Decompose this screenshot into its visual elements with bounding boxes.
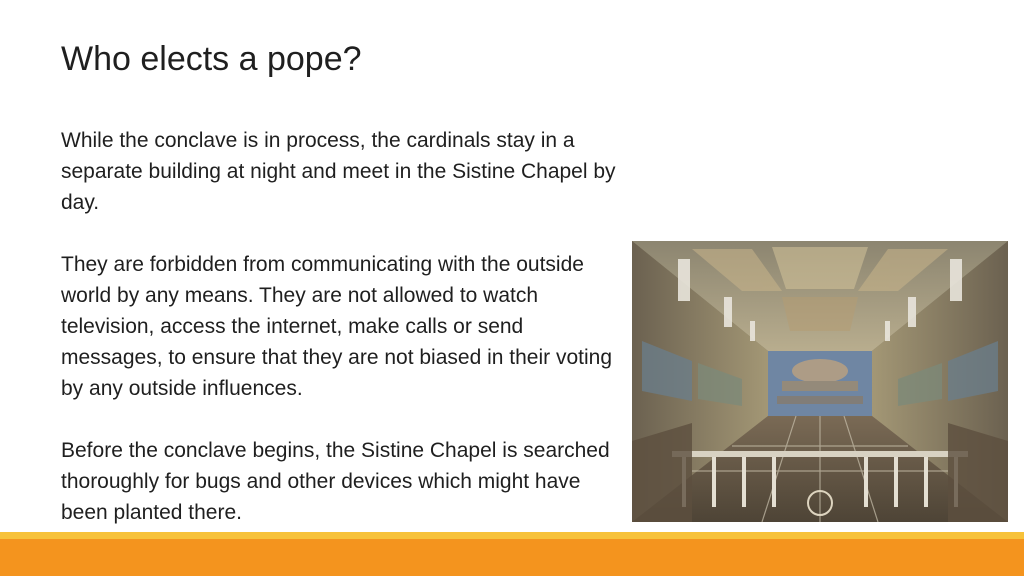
slide-body [61, 125, 621, 559]
paragraph-communication-ban: They are forbidden from communicating with the outside world by any means. They are not allowed to watch television, access the internet, make calls or send messages, to ensure that they are not biased in their voting by any outside influences. [61, 253, 612, 400]
footer-accent-stripe [0, 532, 1024, 539]
sistine-chapel-photo [632, 241, 1008, 522]
paragraph-bug-search: Before the conclave begins, the Sistine Chapel is searched thoroughly for bugs and other devices which might have been planted there. [61, 439, 610, 524]
paragraph-conclave-lodging: While the conclave is in process, the cardinals stay in a separate building at night and meet in the Sistine Chapel by day. [61, 129, 616, 214]
slide-title: Who elects a pope? [61, 40, 362, 78]
footer-band [0, 539, 1024, 576]
